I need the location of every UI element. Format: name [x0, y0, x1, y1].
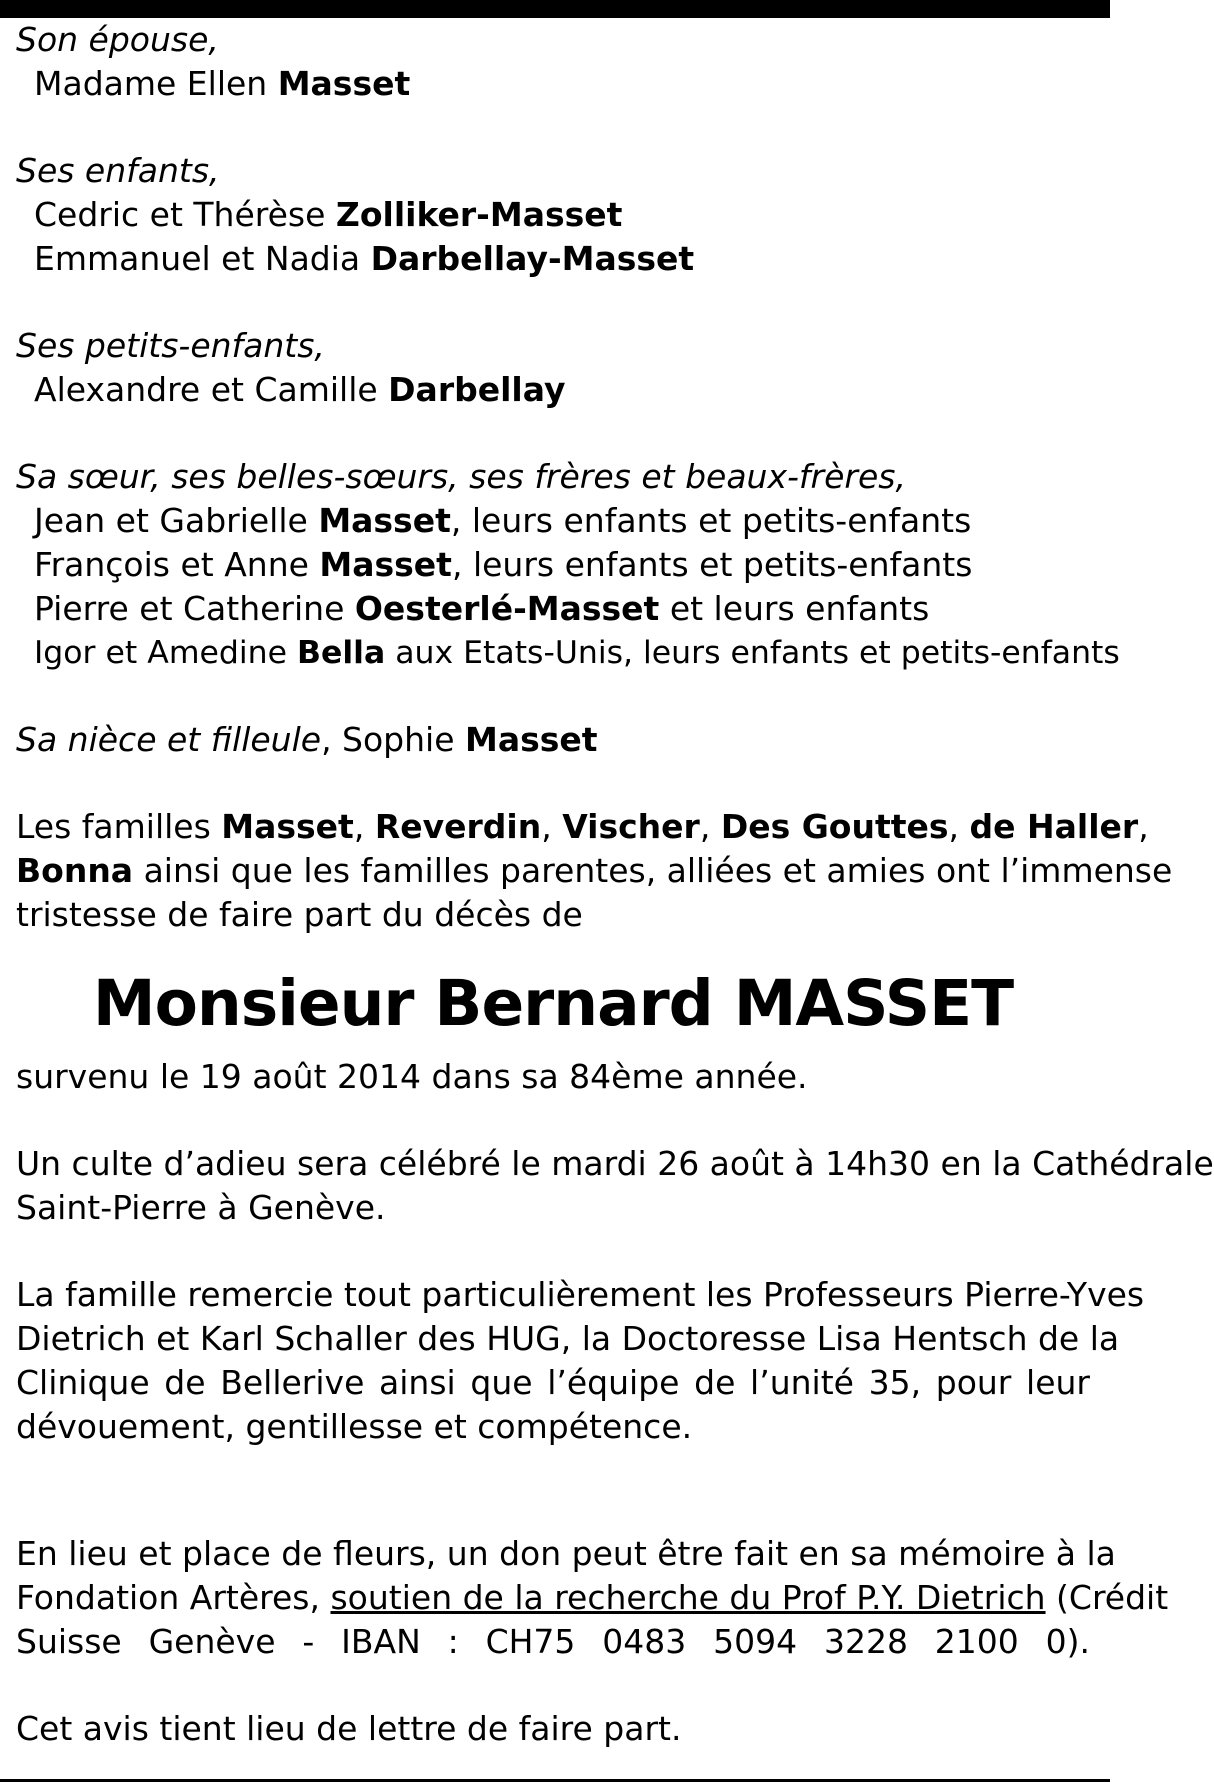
- child-line: Emmanuel et Nadia Darbellay-Masset: [34, 239, 695, 278]
- families-line-2: Bonna ainsi que les familles parentes, alliées et amies ont l’immense: [16, 851, 1173, 890]
- top-rule: [0, 0, 1110, 18]
- spouse-line: Madame Ellen Masset: [34, 64, 411, 103]
- siblings-heading: Sa sœur, ses belles-sœurs, ses frères et beaux-frères,: [16, 457, 906, 496]
- child-line: Cedric et Thérèse Zolliker-Masset: [34, 195, 623, 234]
- grandchildren-heading: Ses petits-enfants,: [16, 326, 325, 365]
- niece-line: Sa nièce et filleule, Sophie Masset: [16, 720, 598, 759]
- deceased-name: Monsieur Bernard MASSET: [92, 967, 1014, 1040]
- sibling-line: Pierre et Catherine Oesterlé-Masset et leurs enfants: [34, 589, 930, 628]
- obituary-notice: [16, 18, 1214, 1751]
- donation-line-2: Fondation Artères, soutien de la recherche du Prof P.Y. Dietrich (Crédit: [16, 1578, 1169, 1617]
- thanks-line-1: La famille remercie tout particulièrement les Professeurs Pierre-Yves: [16, 1275, 1145, 1314]
- sibling-line: Igor et Amedine Bella aux Etats-Unis, leurs enfants et petits-enfants: [34, 635, 1120, 671]
- sibling-line: Jean et Gabrielle Masset, leurs enfants et petits-enfants: [34, 501, 972, 540]
- thanks-line-2: Dietrich et Karl Schaller des HUG, la Doctoresse Lisa Hentsch de la: [16, 1319, 1120, 1358]
- families-line-3: tristesse de faire part du décès de: [16, 895, 583, 934]
- thanks-line-3: Clinique de Bellerive ainsi que l’équipe de l’unité 35, pour leur: [16, 1363, 1090, 1402]
- children-heading: Ses enfants,: [16, 151, 220, 190]
- thanks-line-4: dévouement, gentillesse et compétence.: [16, 1407, 693, 1446]
- service-line-2: Saint-Pierre à Genève.: [16, 1188, 386, 1227]
- donation-line-3: Suisse Genève - IBAN : CH75 0483 5094 3228 2100 0).: [16, 1622, 1090, 1661]
- donation-cause-link[interactable]: soutien de la recherche du Prof P.Y. Dietrich: [330, 1578, 1046, 1617]
- grandchild-line: Alexandre et Camille Darbellay: [34, 370, 566, 409]
- families-line-1: Les familles Masset, Reverdin, Vischer, Des Gouttes, de Haller,: [16, 807, 1149, 846]
- closing-line: Cet avis tient lieu de lettre de faire part.: [16, 1709, 682, 1748]
- donation-line-1: En lieu et place de fleurs, un don peut être fait en sa mémoire à la: [16, 1534, 1116, 1573]
- bottom-rule: [0, 1779, 1110, 1782]
- spouse-heading: Son épouse,: [16, 20, 219, 59]
- death-date-line: survenu le 19 août 2014 dans sa 84ème année.: [16, 1057, 808, 1096]
- service-line-1: Un culte d’adieu sera célébré le mardi 26 août à 14h30 en la Cathédrale: [16, 1144, 1214, 1183]
- sibling-line: François et Anne Masset, leurs enfants et petits-enfants: [34, 545, 973, 584]
